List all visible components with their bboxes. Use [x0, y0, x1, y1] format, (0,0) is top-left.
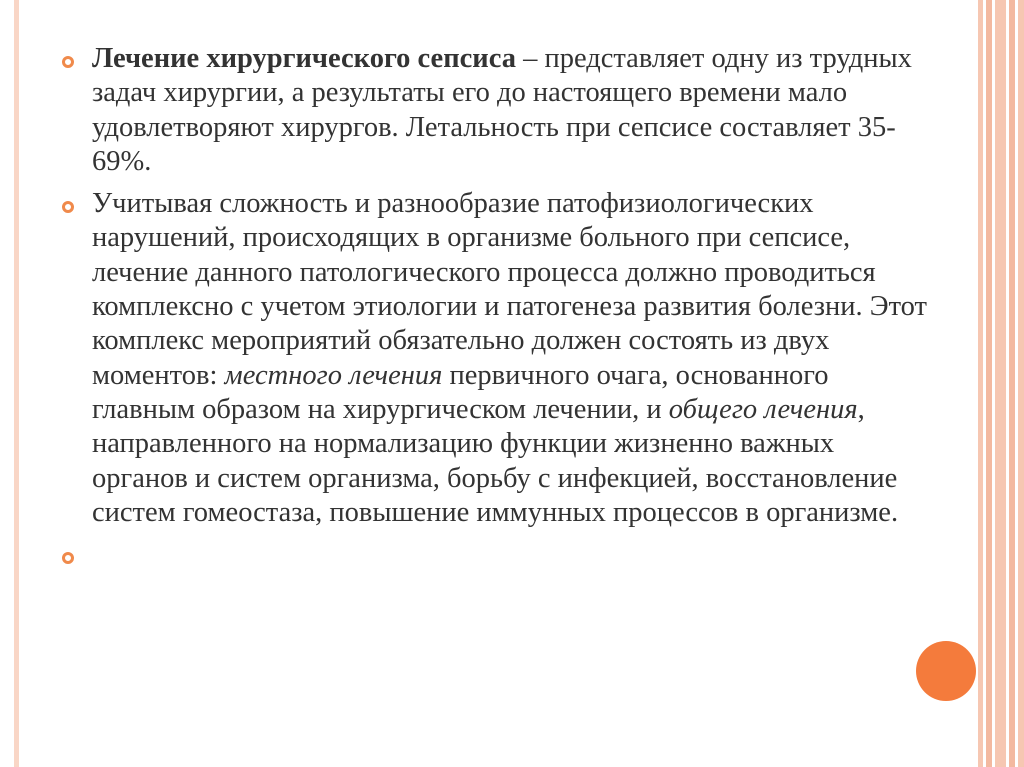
bullet-ring-icon — [62, 201, 74, 213]
left-frame-border — [14, 0, 19, 767]
bullet-ring-icon — [62, 552, 74, 564]
bullet-1-rest: – представляет одну из трудных задач хирургии, а результаты его до настоящего времени мало удовлетворяют хирургов. Летальность при сепсисе составляет 35-69%. — [92, 43, 912, 177]
bullet-2-local-treatment: местного лечения — [224, 359, 443, 391]
bullet-item-1 — [62, 42, 932, 179]
bullet-ring-icon — [62, 56, 74, 68]
decorative-circle — [916, 641, 976, 701]
bullet-item-3 — [62, 538, 932, 572]
bullet-2-part3: , направленного на нормализацию функции жизненно важных органов и систем организма, борьбу с инфекцией, восстановление систем гомеостаза, повышение иммунных процессов в организме. — [92, 393, 899, 528]
bullet-2-part1: Учитывая сложность и разнообразие патофизиологических нарушений, происходящих в организме больного при сепсисе, лечение данного патологического процесса должно проводиться комплексно с учетом этиологии и патогенеза развития болезни. Этот комплекс мероприятий обязательно должен состоять из двух моментов: — [92, 188, 927, 391]
bullet-text-1 — [92, 42, 912, 179]
bullet-text-3 — [92, 538, 932, 572]
bullet-1-bold-term: Лечение хирургического сепсиса — [92, 43, 516, 74]
right-decorative-stripes — [976, 0, 1024, 767]
slide-body — [62, 42, 932, 580]
bullet-2-general-treatment: общего лечения — [668, 393, 858, 425]
bullet-2-part2: первичного очага, основанного главным образом на хирургическом лечении, и — [92, 359, 829, 425]
bullet-text-2 — [92, 187, 932, 530]
bullet-item-2 — [62, 187, 932, 530]
